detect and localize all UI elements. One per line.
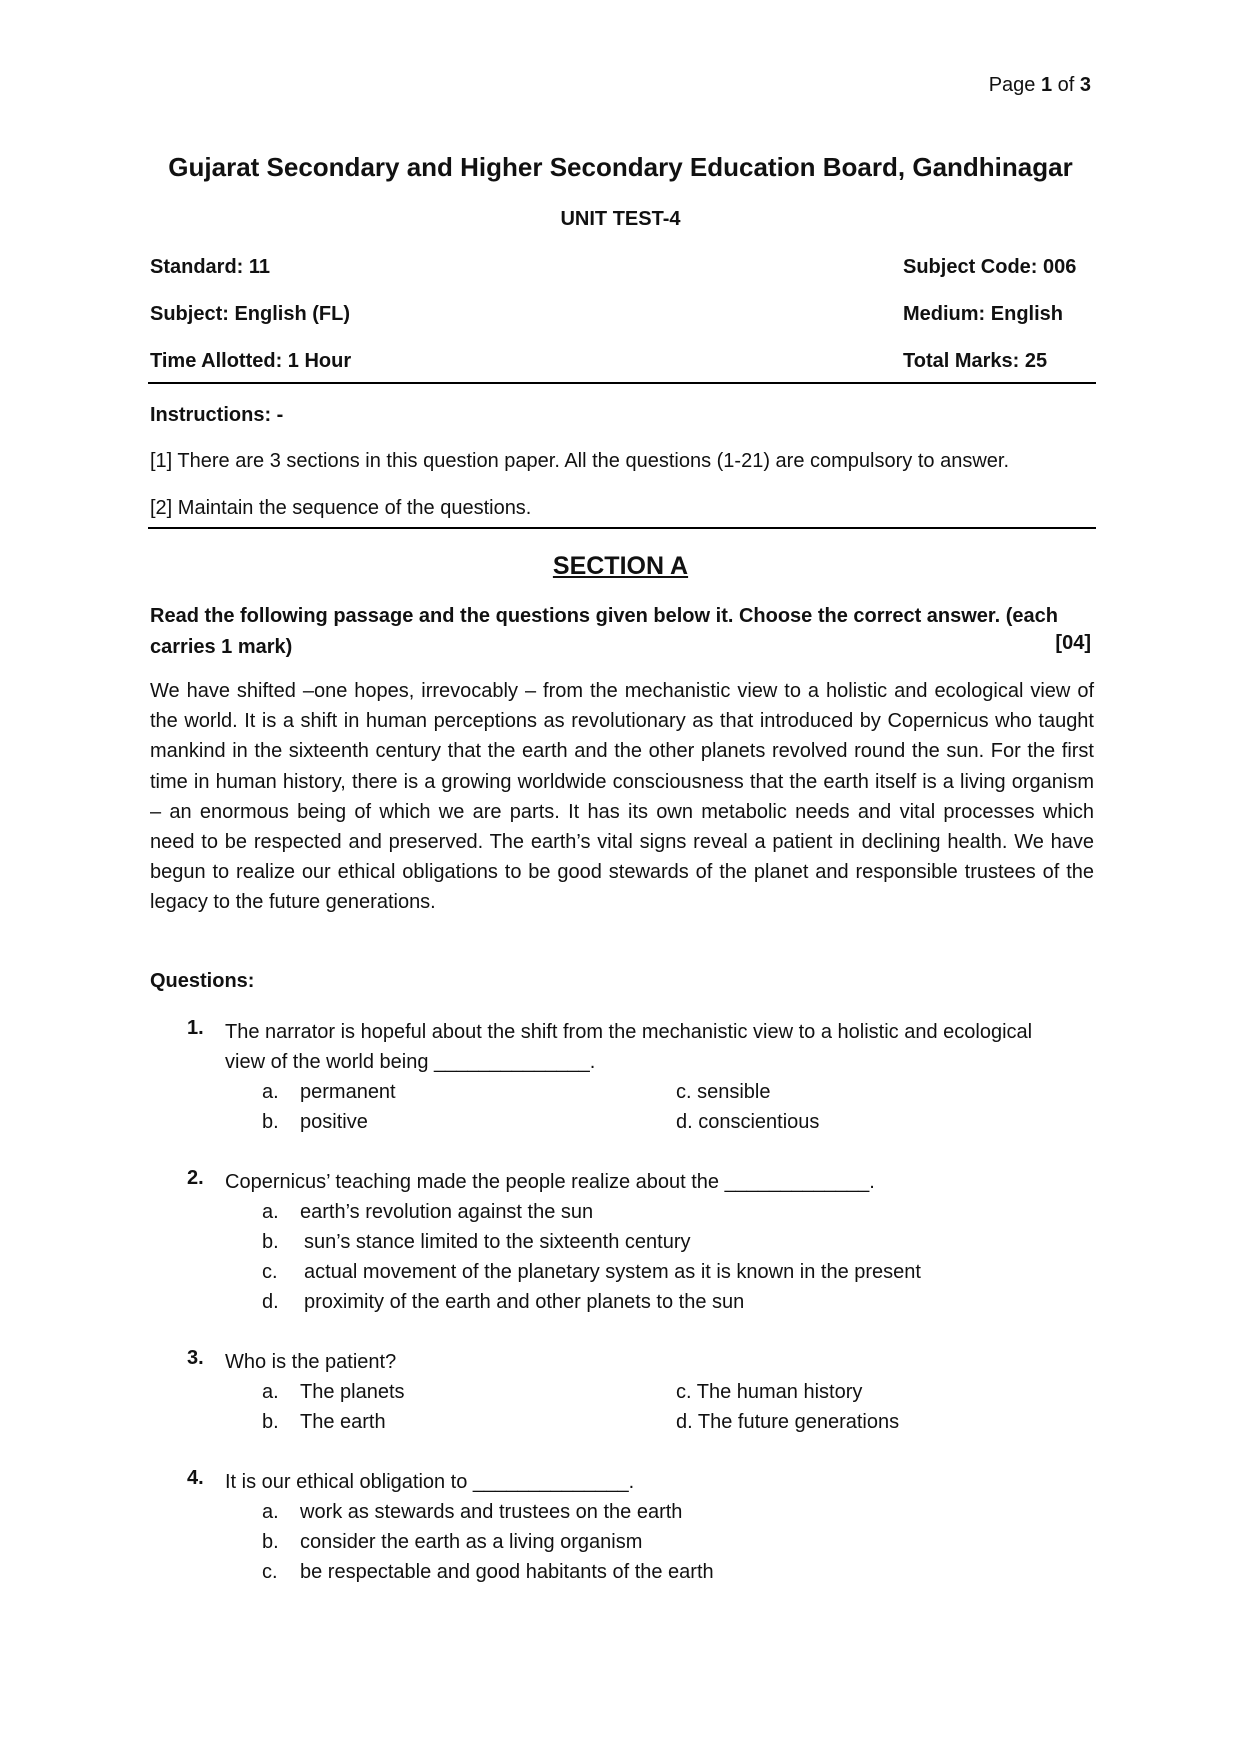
- option-letter: c.: [262, 1261, 278, 1283]
- instructions-heading: Instructions: -: [150, 404, 284, 426]
- medium: Medium: English: [903, 303, 1063, 325]
- option-row: [0, 1257, 1241, 1287]
- option-text: c. sensible: [676, 1081, 771, 1103]
- option-letter: a.: [262, 1081, 279, 1103]
- question-text: It is our ethical obligation to ______________.: [225, 1471, 635, 1493]
- option-text: d. The future generations: [676, 1411, 900, 1433]
- option-letter: a.: [262, 1201, 279, 1223]
- subject: Subject: English (FL): [150, 303, 350, 325]
- option-text: permanent: [300, 1081, 396, 1103]
- option-row: [0, 1107, 1241, 1137]
- option-text: positive: [300, 1111, 368, 1133]
- option-text: The earth: [300, 1411, 386, 1433]
- instruction-item: [2] Maintain the sequence of the questions.: [150, 497, 532, 519]
- option-row: [0, 1527, 1241, 1557]
- option-letter: a.: [262, 1381, 279, 1403]
- total-marks: Total Marks: 25: [903, 350, 1048, 372]
- question-number: 3.: [187, 1347, 204, 1369]
- subject-code: Subject Code: 006: [903, 256, 1077, 278]
- instructions-divider: [148, 527, 1096, 529]
- time-allotted: Time Allotted: 1 Hour: [150, 350, 352, 372]
- option-text: d. conscientious: [676, 1111, 820, 1133]
- option-row: [0, 1377, 1241, 1407]
- option-letter: b.: [262, 1111, 279, 1133]
- option-letter: b.: [262, 1411, 279, 1433]
- option-text: consider the earth as a living organism: [300, 1531, 643, 1553]
- question-number: 4.: [187, 1467, 204, 1489]
- option-text: be respectable and good habitants of the earth: [300, 1561, 714, 1583]
- passage-direction: Read the following passage and the questions given below it. Choose the correct answer. (each: [150, 605, 1058, 627]
- question-number: 2.: [187, 1167, 204, 1189]
- section-title: SECTION A: [552, 552, 689, 580]
- option-row: [0, 1497, 1241, 1527]
- instruction-item: [1] There are 3 sections in this question paper. All the questions (1-21) are compulsory to answer.: [150, 450, 1009, 472]
- header-divider: [148, 382, 1096, 384]
- option-letter: a.: [262, 1501, 279, 1523]
- question-text: view of the world being ______________.: [225, 1051, 596, 1073]
- total-pages: 3: [1079, 74, 1091, 96]
- option-letter: d.: [262, 1291, 279, 1313]
- option-row: [0, 1197, 1241, 1227]
- question-text: Copernicus’ teaching made the people realize about the _____________.: [225, 1171, 875, 1193]
- option-letter: b.: [262, 1231, 279, 1253]
- option-text: work as stewards and trustees on the earth: [300, 1501, 683, 1523]
- option-text: The planets: [300, 1381, 405, 1403]
- option-letter: c.: [262, 1561, 278, 1583]
- standard: Standard: 11: [150, 256, 271, 278]
- option-row: [0, 1407, 1241, 1437]
- option-row: [0, 1227, 1241, 1257]
- option-text: earth’s revolution against the sun: [300, 1201, 594, 1223]
- option-text: sun’s stance limited to the sixteenth century: [304, 1231, 691, 1253]
- passage-direction: carries 1 mark): [150, 636, 293, 658]
- board-title: Gujarat Secondary and Higher Secondary Education Board, Gandhinagar: [168, 152, 1073, 182]
- page-number: Page 1 of 3: [988, 74, 1091, 96]
- question-number: 1.: [187, 1017, 204, 1039]
- option-letter: b.: [262, 1531, 279, 1553]
- option-row: [0, 1077, 1241, 1107]
- current-page: 1: [1040, 74, 1053, 96]
- option-row: [0, 1287, 1241, 1317]
- test-title: UNIT TEST-4: [560, 208, 681, 230]
- section-marks: [04]: [1055, 632, 1091, 654]
- option-text: actual movement of the planetary system as it is known in the present: [304, 1261, 921, 1283]
- option-text: c. The human history: [676, 1381, 863, 1403]
- option-row: [0, 1557, 1241, 1587]
- questions-heading: Questions:: [150, 970, 255, 992]
- question-text: Who is the patient?: [225, 1351, 397, 1373]
- option-text: proximity of the earth and other planets to the sun: [304, 1291, 745, 1313]
- question-text: The narrator is hopeful about the shift from the mechanistic view to a holistic and ecological: [225, 1021, 1033, 1043]
- reading-passage: We have shifted –one hopes, irrevocably – from the mechanistic view to a holistic and ecological view of the world. It is a shift in human perceptions as revolutionary as that introduced by Copernicus who taught mankind in the sixteenth century that the earth and the other planets revolved round the sun. For the first time in human history, there is a growing worldwide consciousness that the earth itself is a living organism – an enormous being of which we are parts. It has its own metabolic needs and vital processes which need to be respected and preserved. The earth’s vital signs reveal a patient in declining health. We have begun to realize our ethical obligations to be good stewards of the planet and responsible trustees of the legacy to the future generations.: [150, 680, 1094, 914]
